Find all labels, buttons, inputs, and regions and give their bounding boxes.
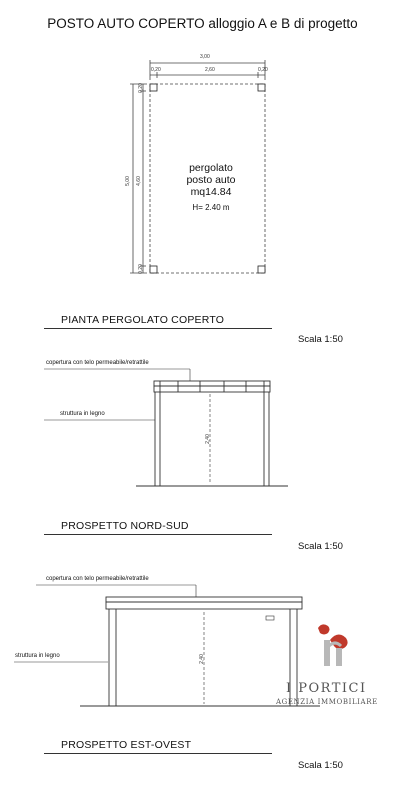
watermark-logo-mark: [318, 624, 348, 666]
dim-mid-height: 4,60: [135, 176, 142, 186]
section-rule: [44, 753, 272, 754]
watermark-name: I PORTICI: [286, 681, 367, 696]
section-title-north-south: PROSPETTO NORD-SUD: [61, 520, 189, 532]
dim-total-width: 3,00: [200, 54, 210, 60]
note-structure-eo: struttura in legno: [15, 653, 60, 659]
elevation-north-south: [44, 369, 288, 486]
watermark-subtitle: AGENZIA IMMOBILIARE: [276, 698, 378, 706]
plan-label-line1: pergolato: [189, 162, 233, 174]
page-title: POSTO AUTO COPERTO alloggio A e B di progetto: [47, 16, 358, 31]
elevation-east-west: [14, 585, 320, 706]
section-rule: [44, 328, 272, 329]
scale-label-north-south: Scala 1:50: [298, 541, 343, 552]
dim-mid: 2,60: [205, 67, 215, 73]
dim-bottom: 0,20: [137, 264, 144, 274]
dim-right: 0,20: [258, 67, 268, 73]
dim-height-ns: 2,40: [204, 434, 211, 444]
note-cover-ns: copertura con telo permeabile/retrattile: [46, 360, 149, 366]
plan-post: [150, 266, 157, 273]
plan-post: [258, 84, 265, 91]
plan-label-line2: posto auto: [186, 174, 236, 186]
plan-label-height: H= 2.40 m: [192, 203, 230, 212]
scale-label-plan: Scala 1:50: [298, 334, 343, 345]
section-title-plan: PIANTA PERGOLATO COPERTO: [61, 314, 225, 326]
plan-post: [258, 266, 265, 273]
scale-label-east-west: Scala 1:50: [298, 760, 343, 771]
section-rule: [44, 534, 272, 535]
section-title-east-west: PROSPETTO EST-OVEST: [61, 739, 192, 751]
dim-height-eo: 2,40: [198, 654, 205, 664]
plan-post: [150, 84, 157, 91]
plan-label-area: mq14.84: [190, 186, 232, 198]
note-structure-ns: struttura in legno: [60, 411, 105, 417]
note-cover-eo: copertura con telo permeabile/retrattile: [46, 576, 149, 582]
dim-left: 0,20: [151, 67, 161, 73]
dim-total-height: 5,00: [124, 176, 131, 186]
dim-top: 0,20: [137, 83, 144, 93]
